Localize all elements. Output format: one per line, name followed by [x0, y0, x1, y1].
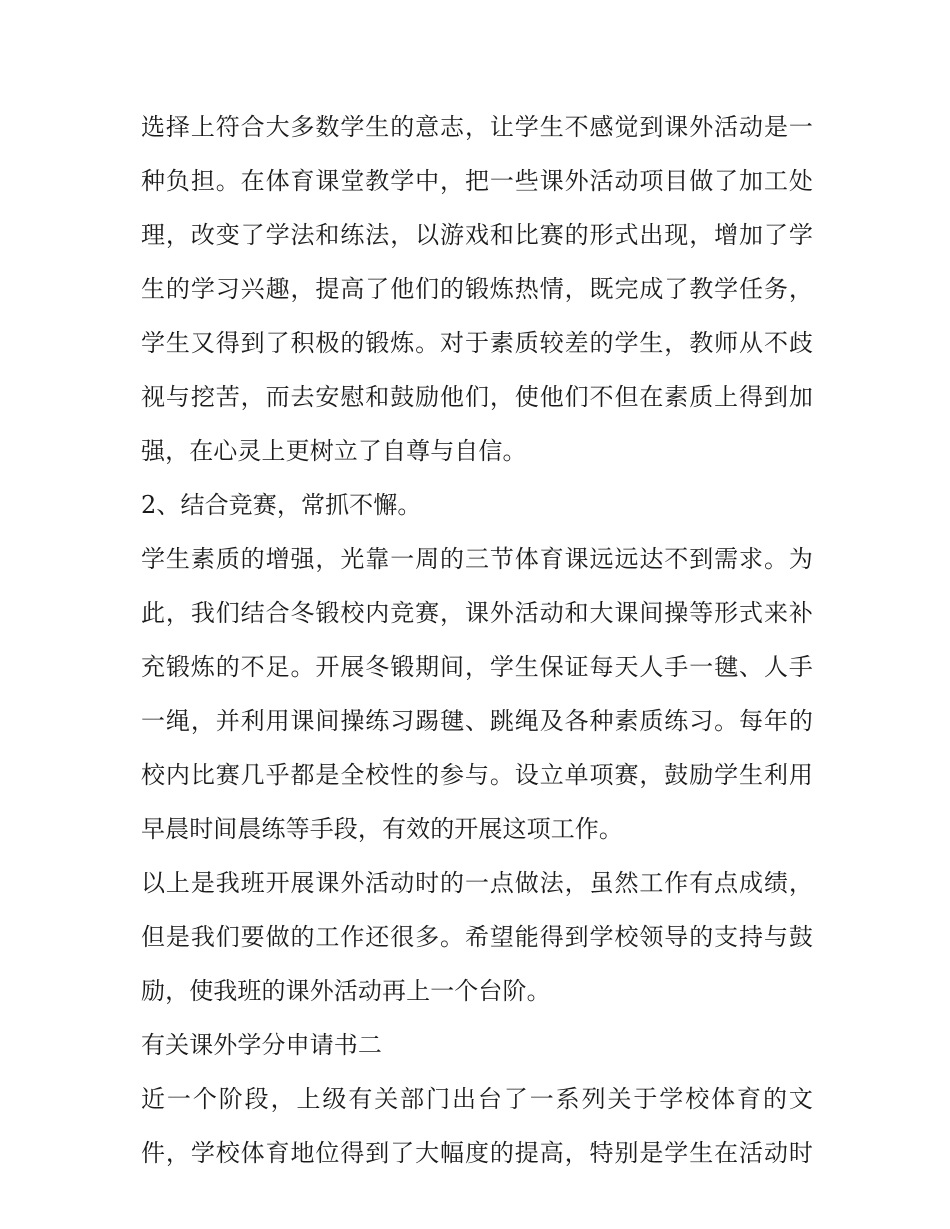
text-line: 学生又得到了积极的锻炼。对于素质较差的学生，教师从不歧 [141, 329, 813, 357]
text-line: 视与挖苦，而去安慰和鼓励他们，使他们不但在素质上得到加 [141, 383, 813, 411]
text-line: 此，我们结合冬锻校内竞赛，课外活动和大课间操等形式来补 [141, 599, 813, 627]
text-line: 种负担。在体育课堂教学中，把一些课外活动项目做了加工处 [141, 167, 813, 195]
text-line: 选择上符合大多数学生的意志，让学生不感觉到课外活动是一 [141, 113, 813, 141]
text-line: 校内比赛几乎都是全校性的参与。设立单项赛，鼓励学生利用 [141, 761, 813, 789]
section-heading: 2、结合竞赛，常抓不懈。 [141, 491, 422, 519]
text-line: 近一个阶段，上级有关部门出台了一系列关于学校体育的文 [141, 1085, 813, 1113]
text-line: 一绳，并利用课间操练习踢毽、跳绳及各种素质练习。每年的 [141, 707, 813, 735]
text-line: 理，改变了学法和练法，以游戏和比赛的形式出现，增加了学 [141, 221, 813, 249]
section-title: 有关课外学分申请书二 [141, 1031, 382, 1059]
text-line: 充锻炼的不足。开展冬锻期间，学生保证每天人手一毽、人手 [141, 653, 813, 681]
text-line: 以上是我班开展课外活动时的一点做法，虽然工作有点成绩， [141, 869, 813, 897]
text-line: 强，在心灵上更树立了自尊与自信。 [141, 437, 527, 465]
text-line: 件，学校体育地位得到了大幅度的提高，特别是学生在活动时 [141, 1139, 813, 1167]
text-line: 生的学习兴趣，提高了他们的锻炼热情，既完成了教学任务， [141, 275, 813, 303]
text-line: 励，使我班的课外活动再上一个台阶。 [141, 977, 551, 1005]
text-line: 早晨时间晨练等手段，有效的开展这项工作。 [141, 815, 623, 843]
text-line: 学生素质的增强，光靠一周的三节体育课远远达不到需求。为 [141, 545, 813, 573]
text-line: 但是我们要做的工作还很多。希望能得到学校领导的支持与鼓 [141, 923, 813, 951]
document-body [141, 100, 813, 1180]
